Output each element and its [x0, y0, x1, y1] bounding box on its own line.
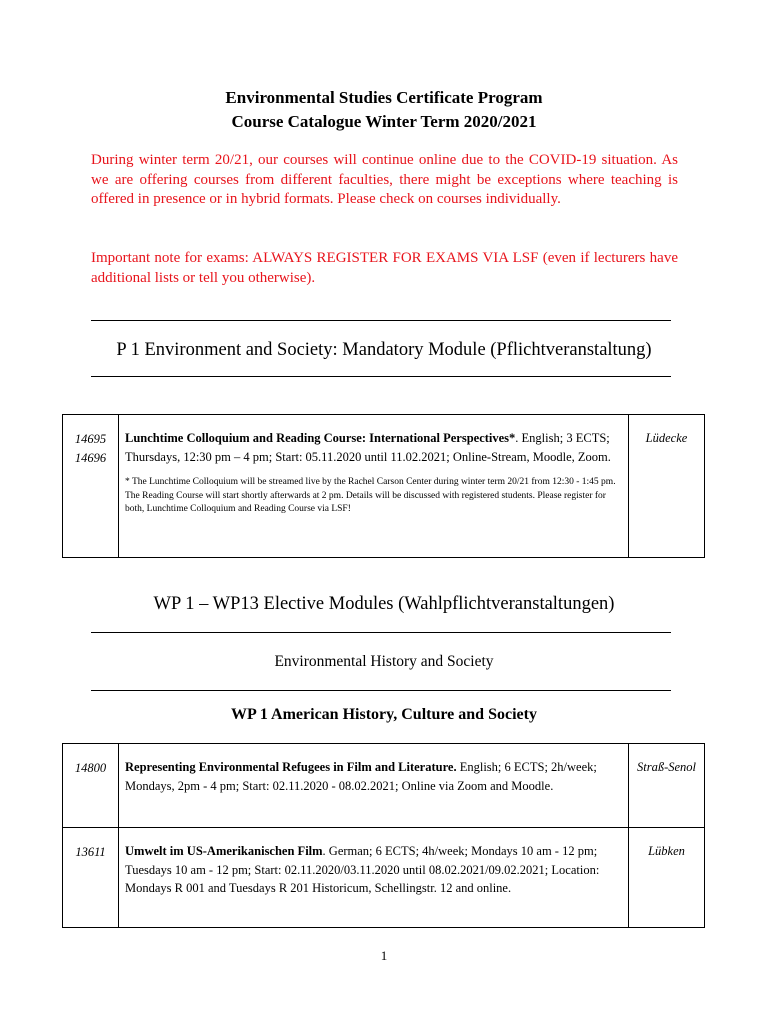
- covid-notice: During winter term 20/21, our courses will continue online due to the COVID-19 situation. As we are offering courses from different faculties, there might be exceptions where teaching is offered in presence or in hybrid formats. Please check on courses individually.: [91, 152, 678, 207]
- section-heading-wp1: WP 1 American History, Culture and Society: [231, 706, 537, 723]
- course-details: . German; 6 ECTS; 4h/week; Mondays 10 am - 12 pm; Tuesdays 10 am - 12 pm; Start: 02.11.2020/03.11.2020 until 08.02.2021/09.02.2021; Location: Mondays R 001 and Tuesdays R 201 Historicum, Schellingstr. 12 and online.: [125, 844, 600, 895]
- course-description-cell: [119, 828, 629, 928]
- course-table-mandatory: [62, 414, 705, 558]
- lecturer-name: Lüdecke: [645, 431, 688, 445]
- course-description-cell: [119, 415, 629, 558]
- section-heading-mandatory: P 1 Environment and Society: Mandatory Module (Pflichtveranstaltung): [116, 340, 652, 360]
- table-row: [63, 415, 705, 558]
- lecturer-cell: [629, 415, 705, 558]
- section-heading-env-history: Environmental History and Society: [274, 653, 494, 670]
- course-details: . English; 3 ECTS; Thursdays, 12:30 pm – 4 pm; Start: 05.11.2020 until 11.02.2021; Online-Stream, Moodle, Zoom.: [125, 431, 611, 464]
- document-subtitle: Course Catalogue Winter Term 2020/2021: [231, 112, 537, 131]
- course-number-cell: [63, 828, 119, 928]
- course-number: 14695: [74, 432, 107, 446]
- course-table-wp1: [62, 743, 705, 928]
- course-description-cell: [119, 744, 629, 828]
- divider: [91, 632, 671, 633]
- course-title: Umwelt im US-Amerikanischen Film: [125, 844, 323, 858]
- course-number: 14800: [74, 761, 107, 775]
- course-title: Representing Environmental Refugees in Film and Literature.: [125, 760, 457, 774]
- course-number-cell: [63, 744, 119, 828]
- section-heading-elective: WP 1 – WP13 Elective Modules (Wahlpflichtveranstaltungen): [153, 594, 615, 614]
- course-number: 13611: [75, 845, 106, 859]
- exam-notice: Important note for exams: ALWAYS REGISTER FOR EXAMS VIA LSF (even if lecturers have additional lists or tell you otherwise).: [91, 250, 678, 286]
- course-title: Lunchtime Colloquium and Reading Course: International Perspectives*: [125, 431, 516, 445]
- document-title: Environmental Studies Certificate Program: [225, 88, 543, 107]
- lecturer-cell: [629, 744, 705, 828]
- divider: [91, 690, 671, 691]
- course-number-cell: [63, 415, 119, 558]
- course-details: English; 6 ECTS; 2h/week; Mondays, 2pm - 4 pm; Start: 02.11.2020 - 08.02.2021; Online via Zoom and Moodle.: [125, 760, 597, 793]
- lecturer-name: Straß-Senol: [636, 760, 697, 774]
- table-row: [63, 828, 705, 928]
- table-row: [63, 744, 705, 828]
- course-number: 14696: [74, 450, 107, 465]
- divider: [91, 376, 671, 377]
- lecturer-name: Lübken: [648, 844, 685, 858]
- page-number: 1: [380, 948, 388, 963]
- divider: [91, 320, 671, 321]
- lecturer-cell: [629, 828, 705, 928]
- course-footnote: * The Lunchtime Colloquium will be streamed live by the Rachel Carson Center during winter term 20/21 from 12:30 - 1:45 pm. The Reading Course will start shortly afterwards at 2 pm. Details will be discussed with registered students. Please register for both, Lunchtime Colloquium and Reading Course via LSF!: [125, 477, 616, 514]
